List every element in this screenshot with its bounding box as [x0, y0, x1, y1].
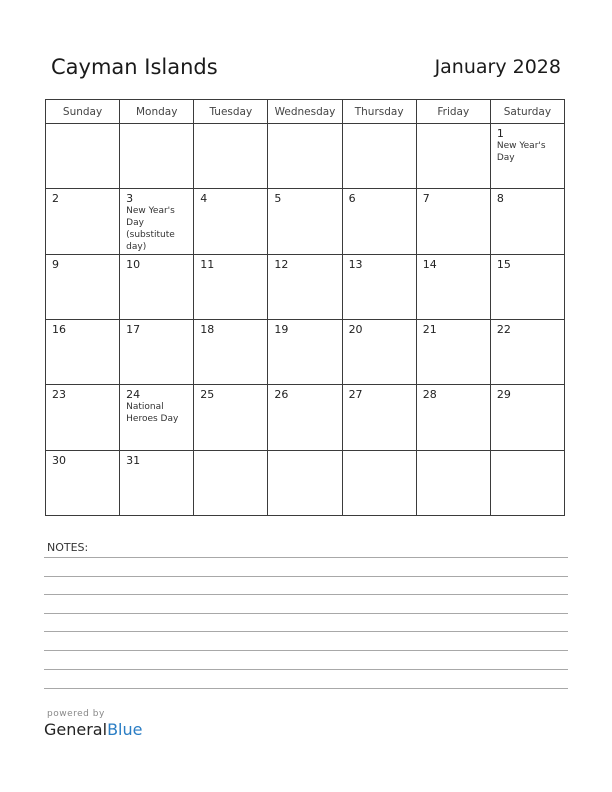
note-line	[44, 576, 568, 577]
day-cell	[120, 254, 194, 319]
day-cell	[490, 189, 564, 254]
day-cell	[268, 124, 342, 189]
day-cell-content	[194, 451, 267, 454]
day-cell	[46, 450, 120, 515]
day-number: 8	[496, 192, 504, 206]
day-cell	[46, 124, 120, 189]
day-number: 5	[274, 192, 282, 206]
day-cell	[490, 319, 564, 384]
day-number: 10	[126, 257, 141, 271]
day-cell-content	[46, 451, 119, 467]
day-cell-content	[417, 451, 490, 454]
note-line	[44, 557, 568, 558]
day-cell	[194, 319, 268, 384]
day-cell	[194, 189, 268, 254]
day-cell-content	[491, 451, 564, 454]
day-cell-content	[194, 320, 267, 336]
day-cell-content	[343, 451, 416, 454]
day-number: 1	[496, 127, 504, 140]
holiday-label: New Year's Day	[496, 141, 546, 163]
day-number: 16	[52, 322, 66, 336]
day-cell	[490, 385, 564, 450]
day-cell	[416, 124, 490, 189]
day-cell-content	[194, 124, 267, 127]
day-cell	[46, 385, 120, 450]
day-cell	[416, 319, 490, 384]
day-cell-content	[417, 255, 490, 271]
day-cell	[194, 450, 268, 515]
note-line	[44, 631, 568, 632]
country-title: Cayman Islands	[51, 55, 218, 79]
week-row	[46, 450, 565, 515]
day-number: 26	[274, 388, 289, 402]
day-cell-content	[343, 189, 416, 205]
day-number: 17	[126, 322, 141, 336]
day-number: 15	[496, 257, 511, 271]
note-line	[44, 650, 568, 651]
day-number: 21	[422, 322, 437, 336]
day-number: 27	[348, 388, 363, 402]
day-cell-content	[120, 320, 193, 336]
week-row	[46, 254, 565, 319]
brand-blue: Blue	[107, 720, 143, 739]
day-cell-content	[417, 124, 490, 127]
day-number: 20	[348, 322, 363, 336]
day-cell-content	[120, 385, 193, 425]
day-cell	[342, 124, 416, 189]
day-cell	[490, 254, 564, 319]
day-cell	[120, 189, 194, 254]
day-cell-content	[120, 124, 193, 127]
day-cell	[416, 385, 490, 450]
holiday-label: National Heroes Day	[126, 402, 179, 425]
day-cell-content	[46, 320, 119, 336]
day-cell-content	[417, 385, 490, 401]
day-number: 13	[348, 257, 363, 271]
day-cell-content	[343, 124, 416, 127]
calendar-body	[46, 124, 565, 516]
day-cell-content	[268, 385, 341, 401]
day-cell-content	[268, 255, 341, 271]
brand-general: General	[44, 720, 108, 739]
day-cell	[120, 124, 194, 189]
day-number: 28	[422, 388, 437, 402]
note-line	[44, 669, 568, 670]
day-cell	[416, 189, 490, 254]
weekday-header-row	[46, 100, 565, 124]
powered-by-text: powered by	[47, 709, 105, 719]
day-cell	[342, 254, 416, 319]
day-cell	[490, 124, 564, 189]
weekday-monday: Monday	[120, 100, 194, 124]
day-cell-content	[120, 255, 193, 271]
day-number: 31	[126, 453, 141, 467]
day-cell	[416, 254, 490, 319]
weekday-sunday: Sunday	[46, 100, 120, 124]
week-row	[46, 319, 565, 384]
day-number: 18	[200, 322, 215, 336]
weekday-wednesday: Wednesday	[268, 100, 342, 124]
day-cell	[46, 254, 120, 319]
day-number: 6	[348, 192, 356, 206]
note-line	[44, 613, 568, 614]
day-cell	[490, 450, 564, 515]
day-cell	[342, 319, 416, 384]
day-cell	[194, 124, 268, 189]
day-cell	[342, 189, 416, 254]
day-cell-content	[46, 189, 119, 205]
month-title: January 2028	[434, 56, 561, 78]
day-cell-content	[46, 124, 119, 127]
day-number: 7	[422, 192, 430, 206]
week-row	[46, 124, 565, 189]
day-cell	[194, 385, 268, 450]
day-number: 14	[422, 257, 437, 271]
day-cell	[268, 450, 342, 515]
day-cell-content	[268, 189, 341, 205]
day-cell-content	[491, 255, 564, 271]
day-number: 25	[200, 388, 215, 402]
note-line	[44, 688, 568, 689]
brand-logo	[44, 720, 142, 739]
week-row	[46, 189, 565, 254]
day-cell-content	[268, 451, 341, 454]
weekday-tuesday: Tuesday	[194, 100, 268, 124]
day-number: 24	[126, 388, 141, 402]
day-number: 19	[274, 322, 289, 336]
day-cell	[268, 189, 342, 254]
note-line	[44, 594, 568, 595]
weekday-saturday: Saturday	[490, 100, 564, 124]
week-row	[46, 385, 565, 450]
holiday-label: New Year's Day (substitute day)	[126, 206, 175, 253]
day-cell	[268, 319, 342, 384]
day-cell-content	[194, 189, 267, 205]
day-cell-content	[491, 124, 564, 164]
day-number: 22	[496, 322, 511, 336]
day-cell-content	[343, 385, 416, 401]
day-cell-content	[491, 320, 564, 336]
day-number: 9	[52, 257, 59, 271]
day-number: 29	[496, 388, 511, 402]
day-number: 12	[274, 257, 289, 271]
day-number: 23	[52, 388, 66, 402]
day-cell-content	[491, 189, 564, 205]
day-cell-content	[194, 255, 267, 271]
day-cell-content	[268, 320, 341, 336]
day-number: 3	[126, 192, 134, 206]
day-cell-content	[417, 189, 490, 205]
day-cell-content	[343, 255, 416, 271]
day-cell	[120, 319, 194, 384]
notes-label: NOTES:	[47, 541, 89, 554]
day-cell-content	[268, 124, 341, 127]
day-cell	[342, 385, 416, 450]
day-cell	[120, 450, 194, 515]
day-cell-content	[417, 320, 490, 336]
weekday-friday: Friday	[416, 100, 490, 124]
day-cell-content	[194, 385, 267, 401]
day-cell	[194, 254, 268, 319]
day-cell	[46, 319, 120, 384]
day-cell	[120, 385, 194, 450]
calendar-grid	[45, 99, 565, 516]
day-cell	[342, 450, 416, 515]
day-cell-content	[120, 451, 193, 467]
day-cell	[46, 189, 120, 254]
weekday-thursday: Thursday	[342, 100, 416, 124]
day-cell	[268, 254, 342, 319]
day-number: 2	[52, 192, 59, 206]
day-number: 4	[200, 192, 208, 206]
day-cell-content	[491, 385, 564, 401]
day-cell-content	[120, 189, 193, 253]
day-cell-content	[46, 255, 119, 271]
day-number: 30	[52, 453, 66, 467]
day-cell	[416, 450, 490, 515]
day-number: 11	[200, 257, 215, 271]
day-cell-content	[46, 385, 119, 401]
day-cell	[268, 385, 342, 450]
day-cell-content	[343, 320, 416, 336]
